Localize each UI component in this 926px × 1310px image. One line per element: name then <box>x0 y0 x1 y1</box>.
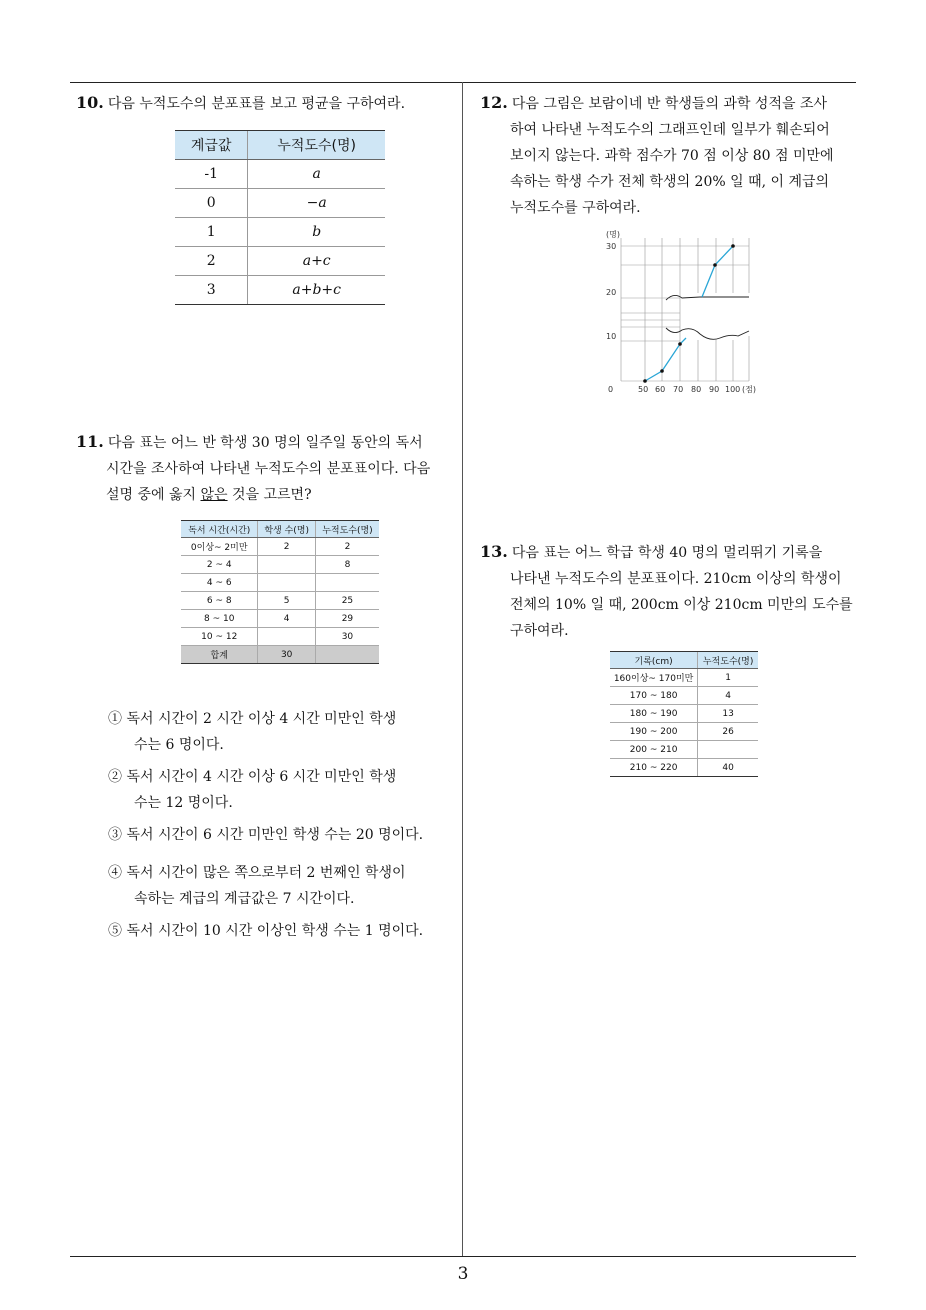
table-cell <box>698 741 758 759</box>
option-marker: ⑤ <box>108 923 122 939</box>
option-marker: ① <box>108 711 122 727</box>
table-cell: 4 <box>258 610 315 628</box>
data-point <box>660 369 664 373</box>
column-divider <box>462 82 463 1256</box>
x-tick-label: 70 <box>673 385 684 394</box>
table-row <box>610 741 758 759</box>
torn-edge-lower <box>666 328 749 339</box>
option-text: 독서 시간이 많은 쪽으로부터 2 번째인 학생이 <box>126 865 406 881</box>
table-cell: 1 <box>698 669 758 687</box>
option-text: 수는 6 명이다. <box>134 737 224 753</box>
table-cell <box>258 628 315 646</box>
table-row <box>610 759 758 777</box>
table-cell: 합계 <box>181 646 258 664</box>
table-cell: 40 <box>698 759 758 777</box>
x-tick-label: 80 <box>691 385 702 394</box>
table-row <box>181 556 379 574</box>
question-text: 다음 표는 어느 학급 학생 40 명의 멀리뛰기 기록을 <box>511 545 823 561</box>
question-12 <box>480 90 834 221</box>
x-tick-label: 100 <box>725 385 741 394</box>
data-point <box>643 379 647 383</box>
table-row <box>181 592 379 610</box>
option-text: 독서 시간이 4 시간 이상 6 시간 미만인 학생 <box>126 769 397 785</box>
option-5[interactable] <box>108 918 423 944</box>
bottom-rule <box>70 1256 856 1257</box>
page-number: 3 <box>457 1264 469 1284</box>
table-cell: 29 <box>315 610 379 628</box>
table-cell: 190 ~ 200 <box>610 723 698 741</box>
table-cell: −a <box>248 189 385 218</box>
question-text-part: 설명 중에 옳지 <box>106 487 201 503</box>
question-text: 속하는 학생 수가 전체 학생의 20% 일 때, 이 계급의 <box>510 174 830 190</box>
x-tick-label: 50 <box>638 385 649 394</box>
table-cell <box>315 646 379 664</box>
question-13 <box>480 539 853 644</box>
table-cell: 4 ~ 6 <box>181 574 258 592</box>
option-marker: ③ <box>108 827 122 843</box>
table-cell: 1 <box>175 218 248 247</box>
q12-cumulative-graph <box>604 228 774 402</box>
question-text: 누적도수를 구하여라. <box>510 200 641 216</box>
question-text: 나타낸 누적도수의 분포표이다. 210cm 이상의 학생이 <box>510 571 842 587</box>
table-cell: 0이상~ 2미만 <box>181 538 258 556</box>
table-row <box>181 574 379 592</box>
data-point <box>678 342 682 346</box>
y-tick-label: 10 <box>606 332 617 341</box>
table-row <box>175 218 385 247</box>
option-4[interactable] <box>108 860 423 912</box>
table-row <box>181 628 379 646</box>
x-tick-label: 60 <box>655 385 666 394</box>
x-unit-label: (점) <box>742 385 756 394</box>
table-row <box>175 160 385 189</box>
graph-grid <box>621 238 749 381</box>
table-header: 기록(cm) <box>610 652 698 669</box>
option-text: 속하는 계급의 계급값은 7 시간이다. <box>134 891 355 907</box>
option-marker: ④ <box>108 865 122 881</box>
question-number: 10. <box>76 93 104 112</box>
table-cell: 180 ~ 190 <box>610 705 698 723</box>
q13-table <box>610 651 758 777</box>
question-10 <box>76 90 405 117</box>
table-cell: 5 <box>258 592 315 610</box>
y-tick-label: 30 <box>606 242 617 251</box>
table-cell: a+c <box>248 247 385 276</box>
option-marker: ② <box>108 769 122 785</box>
origin-label: 0 <box>608 385 614 394</box>
table-cell: 170 ~ 180 <box>610 687 698 705</box>
option-text: 수는 12 명이다. <box>134 795 233 811</box>
question-number: 12. <box>480 93 508 112</box>
table-cell: 8 ~ 10 <box>181 610 258 628</box>
question-text: 다음 표는 어느 반 학생 30 명의 일주일 동안의 독서 <box>107 435 423 451</box>
table-row <box>610 723 758 741</box>
table-cell: 2 <box>175 247 248 276</box>
table-cell: 25 <box>315 592 379 610</box>
y-unit-label: (명) <box>606 230 620 239</box>
table-cell: a <box>248 160 385 189</box>
table-cell: 4 <box>698 687 758 705</box>
question-text-part: 것을 고르면? <box>227 487 312 503</box>
question-text: 구하여라. <box>510 623 569 639</box>
table-cell: 30 <box>315 628 379 646</box>
table-cell: 30 <box>258 646 315 664</box>
table-cell: -1 <box>175 160 248 189</box>
graph-line-upper <box>702 246 733 297</box>
question-text: 보이지 않는다. 과학 점수가 70 점 이상 80 점 미만에 <box>510 148 834 164</box>
table-cell <box>258 574 315 592</box>
option-text: 독서 시간이 2 시간 이상 4 시간 미만인 학생 <box>126 711 397 727</box>
table-cell: 210 ~ 220 <box>610 759 698 777</box>
table-cell: 8 <box>315 556 379 574</box>
table-cell: 3 <box>175 276 248 305</box>
question-text: 전체의 10% 일 때, 200cm 이상 210cm 미만의 도수를 <box>510 597 853 613</box>
table-cell: b <box>248 218 385 247</box>
q10-table <box>175 130 385 305</box>
question-text: 시간을 조사하여 나타낸 누적도수의 분포표이다. 다음 <box>106 461 431 477</box>
question-text <box>76 482 430 508</box>
option-2[interactable] <box>108 764 423 816</box>
option-1[interactable] <box>108 706 423 758</box>
table-row <box>610 669 758 687</box>
table-row <box>181 610 379 628</box>
table-header: 누적도수(명) <box>315 521 379 538</box>
table-cell: 10 ~ 12 <box>181 628 258 646</box>
q11-options <box>108 706 423 944</box>
data-point <box>713 263 717 267</box>
table-cell: 26 <box>698 723 758 741</box>
question-text: 하여 나타낸 누적도수의 그래프인데 일부가 훼손되어 <box>510 122 830 138</box>
option-text: 독서 시간이 10 시간 이상인 학생 수는 1 명이다. <box>126 923 424 939</box>
table-cell: 0 <box>175 189 248 218</box>
table-header: 누적도수(명) <box>248 131 385 160</box>
question-text: 다음 그림은 보람이네 반 학생들의 과학 성적을 조사 <box>511 96 827 112</box>
table-header: 학생 수(명) <box>258 521 315 538</box>
option-text: 독서 시간이 6 시간 미만인 학생 수는 20 명이다. <box>126 827 424 843</box>
question-number: 11. <box>76 432 104 451</box>
question-11 <box>76 429 430 508</box>
table-cell: 160이상~ 170미만 <box>610 669 698 687</box>
table-cell: 200 ~ 210 <box>610 741 698 759</box>
question-text: 다음 누적도수의 분포표를 보고 평균을 구하여라. <box>107 96 406 112</box>
option-3[interactable] <box>108 822 423 848</box>
table-cell: 13 <box>698 705 758 723</box>
table-cell: a+b+c <box>248 276 385 305</box>
table-total-row <box>181 646 379 664</box>
table-row <box>175 276 385 305</box>
top-rule <box>70 82 856 83</box>
table-row <box>610 687 758 705</box>
table-cell: 2 <box>258 538 315 556</box>
q11-table <box>181 520 379 664</box>
data-point <box>731 244 735 248</box>
question-number: 13. <box>480 542 508 561</box>
table-cell: 2 <box>315 538 379 556</box>
table-header: 독서 시간(시간) <box>181 521 258 538</box>
table-row <box>610 705 758 723</box>
table-cell <box>315 574 379 592</box>
table-row <box>181 538 379 556</box>
underlined-text: 않은 <box>200 487 228 503</box>
y-tick-label: 20 <box>606 288 617 297</box>
table-cell <box>258 556 315 574</box>
table-cell: 6 ~ 8 <box>181 592 258 610</box>
table-header: 계급값 <box>175 131 248 160</box>
table-row <box>175 247 385 276</box>
table-header: 누적도수(명) <box>698 652 758 669</box>
graph-svg <box>604 228 774 398</box>
table-row <box>175 189 385 218</box>
x-tick-label: 90 <box>709 385 720 394</box>
table-cell: 2 ~ 4 <box>181 556 258 574</box>
